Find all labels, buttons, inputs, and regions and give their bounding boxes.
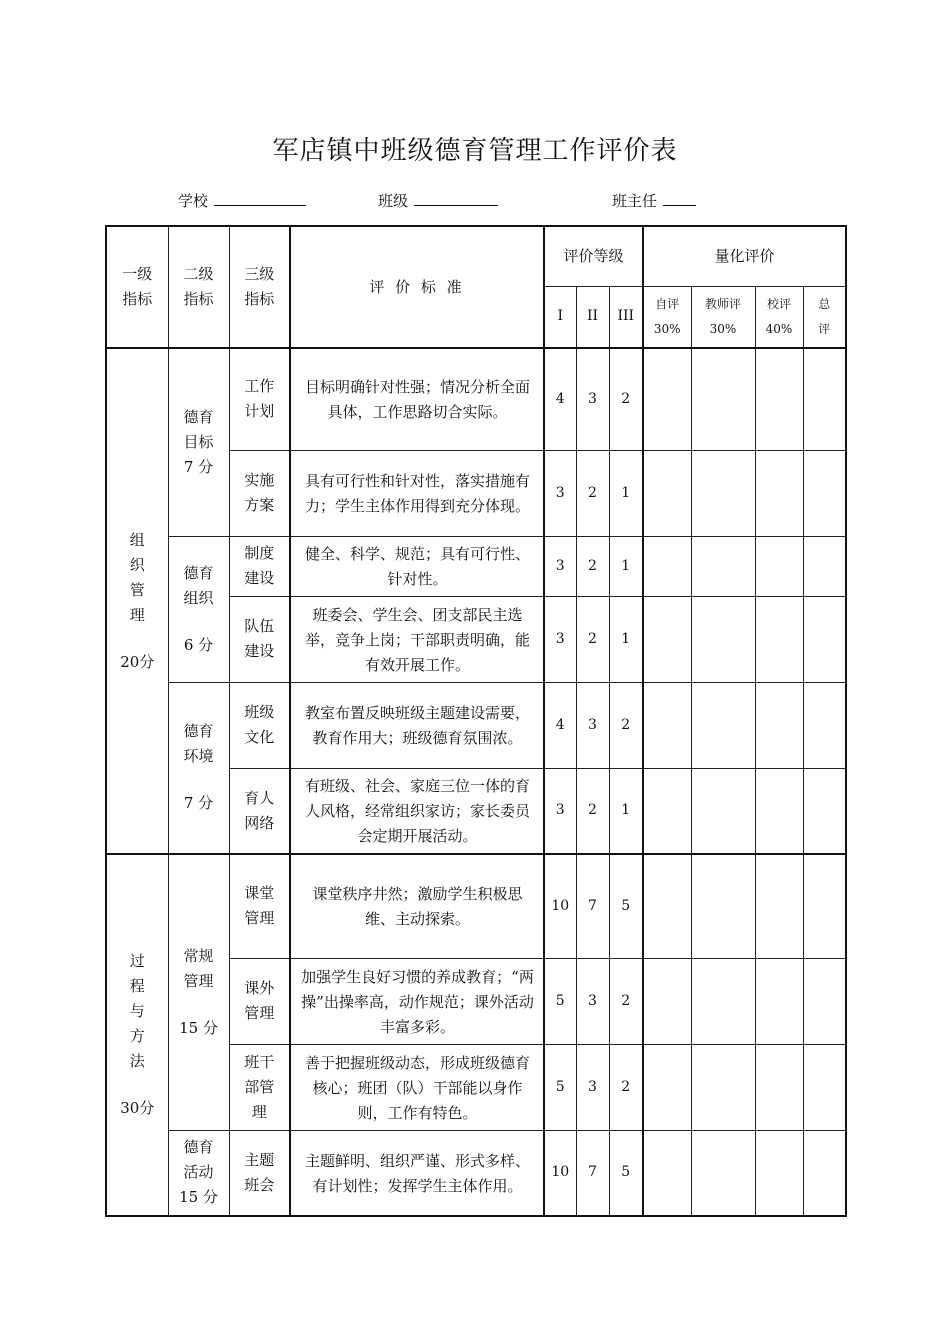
teacher-score-cell[interactable] [691,348,755,450]
teacher-score-cell[interactable] [691,1044,755,1130]
grade-2-cell: 2 [576,450,609,536]
self-score-cell[interactable] [643,348,691,450]
table-row [106,854,846,958]
grade-2-cell: 2 [576,768,609,854]
total-score-cell[interactable] [803,768,846,854]
level1-org: 组 织 管 理 20分 [106,348,168,854]
evaluation-table [105,225,847,1217]
grade-2-cell: 3 [576,682,609,768]
total-score-cell[interactable] [803,536,846,596]
level2-environment: 德育 环境 7 分 [168,682,229,854]
grade-1-cell: 3 [544,768,576,854]
self-score-cell[interactable] [643,1130,691,1216]
standard-cell: 有班级、社会、家庭三位一体的育人风格，经常组织家访；家长委员会定期开展活动。 [290,768,544,854]
school-score-cell[interactable] [755,536,803,596]
total-score-cell[interactable] [803,854,846,958]
grade-2-cell: 7 [576,854,609,958]
school-score-cell[interactable] [755,1044,803,1130]
standard-cell: 目标明确针对性强；情况分析全面具体，工作思路切合实际。 [290,348,544,450]
level3-cell: 育人 网络 [229,768,290,854]
school-field[interactable] [178,190,306,211]
header-row-1 [106,226,846,286]
standard-cell: 教室布置反映班级主题建设需要，教育作用大；班级德育氛围浓。 [290,682,544,768]
table-row [106,536,846,596]
self-score-cell[interactable] [643,1044,691,1130]
table-row [106,682,846,768]
grade-3-cell: 5 [609,854,643,958]
header-level1: 一级 指标 [106,226,168,348]
teacher-score-cell[interactable] [691,682,755,768]
level2-routine: 常规 管理 15 分 [168,854,229,1130]
total-score-cell[interactable] [803,348,846,450]
grade-2-cell: 2 [576,596,609,682]
teacher-score-cell[interactable] [691,596,755,682]
grade-1-cell: 4 [544,348,576,450]
class-label: 班级 [378,192,409,210]
grade-3-cell: 1 [609,450,643,536]
school-label: 学校 [178,192,209,210]
table-row [106,348,846,450]
header-total: 总 评 [803,286,846,348]
grade-1-cell: 3 [544,596,576,682]
standard-cell: 班委会、学生会、团支部民主选举，竞争上岗；干部职责明确，能有效开展工作。 [290,596,544,682]
level3-cell: 课外 管理 [229,958,290,1044]
table-row [106,1130,846,1216]
school-score-cell[interactable] [755,682,803,768]
standard-cell: 善于把握班级动态，形成班级德育核心；班团（队）干部能以身作则，工作有特色。 [290,1044,544,1130]
level3-cell: 班级 文化 [229,682,290,768]
header-grade-2: II [576,286,609,348]
level2-organization: 德育 组织 6 分 [168,536,229,682]
teacher-score-cell[interactable] [691,536,755,596]
school-score-cell[interactable] [755,1130,803,1216]
grade-2-cell: 3 [576,958,609,1044]
school-score-cell[interactable] [755,348,803,450]
header-teacher: 教师评 30% [691,286,755,348]
grade-3-cell: 2 [609,348,643,450]
teacher-score-cell[interactable] [691,958,755,1044]
teacher-label: 班主任 [612,192,658,210]
grade-3-cell: 2 [609,958,643,1044]
level3-cell: 工作 计划 [229,348,290,450]
level1-process: 过 程 与 方 法 30分 [106,854,168,1216]
grade-3-cell: 2 [609,1044,643,1130]
teacher-blank[interactable] [663,191,696,206]
level3-cell: 班干 部管 理 [229,1044,290,1130]
grade-1-cell: 5 [544,958,576,1044]
school-score-cell[interactable] [755,958,803,1044]
grade-1-cell: 10 [544,1130,576,1216]
grade-1-cell: 4 [544,682,576,768]
teacher-score-cell[interactable] [691,1130,755,1216]
self-score-cell[interactable] [643,958,691,1044]
teacher-field[interactable] [612,190,696,211]
school-score-cell[interactable] [755,596,803,682]
self-score-cell[interactable] [643,450,691,536]
header-grade-3: III [609,286,643,348]
self-score-cell[interactable] [643,854,691,958]
grade-2-cell: 3 [576,348,609,450]
grade-3-cell: 2 [609,682,643,768]
level3-cell: 课堂 管理 [229,854,290,958]
grade-1-cell: 10 [544,854,576,958]
self-score-cell[interactable] [643,682,691,768]
standard-cell: 加强学生良好习惯的养成教育；“两操”出操率高，动作规范；课外活动丰富多彩。 [290,958,544,1044]
level3-cell: 实施 方案 [229,450,290,536]
school-blank[interactable] [214,191,306,206]
grade-2-cell: 7 [576,1130,609,1216]
total-score-cell[interactable] [803,958,846,1044]
grade-1-cell: 3 [544,450,576,536]
level3-cell: 制度 建设 [229,536,290,596]
level2-activity: 德育 活动 15 分 [168,1130,229,1216]
grade-1-cell: 3 [544,536,576,596]
header-self: 自评 30% [643,286,691,348]
total-score-cell[interactable] [803,596,846,682]
teacher-score-cell[interactable] [691,768,755,854]
self-score-cell[interactable] [643,536,691,596]
self-score-cell[interactable] [643,768,691,854]
school-score-cell[interactable] [755,854,803,958]
standard-cell: 课堂秩序井然；激励学生积极思维、主动探索。 [290,854,544,958]
grade-2-cell: 2 [576,536,609,596]
grade-3-cell: 5 [609,1130,643,1216]
self-score-cell[interactable] [643,596,691,682]
page-title: 军店镇中班级德育管理工作评价表 [272,136,678,166]
grade-3-cell: 1 [609,536,643,596]
class-blank[interactable] [414,191,498,206]
level2-goal: 德育 目标 7 分 [168,348,229,536]
header-quant-group: 量化评价 [643,226,846,286]
standard-cell: 健全、科学、规范；具有可行性、针对性。 [290,536,544,596]
header-level3: 三级 指标 [229,226,290,348]
header-level2: 二级 指标 [168,226,229,348]
standard-cell: 具有可行性和针对性，落实措施有力；学生主体作用得到充分体现。 [290,450,544,536]
school-score-cell[interactable] [755,450,803,536]
class-field[interactable] [378,190,498,211]
level3-cell: 队伍 建设 [229,596,290,682]
grade-3-cell: 1 [609,596,643,682]
grade-2-cell: 3 [576,1044,609,1130]
total-score-cell[interactable] [803,450,846,536]
header-school: 校评 40% [755,286,803,348]
teacher-score-cell[interactable] [691,854,755,958]
total-score-cell[interactable] [803,1044,846,1130]
standard-cell: 主题鲜明、组织严谨、形式多样、有计划性；发挥学生主体作用。 [290,1130,544,1216]
level3-cell: 主题 班会 [229,1130,290,1216]
total-score-cell[interactable] [803,1130,846,1216]
grade-1-cell: 5 [544,1044,576,1130]
header-standard: 评 价 标 准 [290,226,544,348]
header-grade-group: 评价等级 [544,226,643,286]
header-grade-1: I [544,286,576,348]
grade-3-cell: 1 [609,768,643,854]
teacher-score-cell[interactable] [691,450,755,536]
total-score-cell[interactable] [803,682,846,768]
school-score-cell[interactable] [755,768,803,854]
